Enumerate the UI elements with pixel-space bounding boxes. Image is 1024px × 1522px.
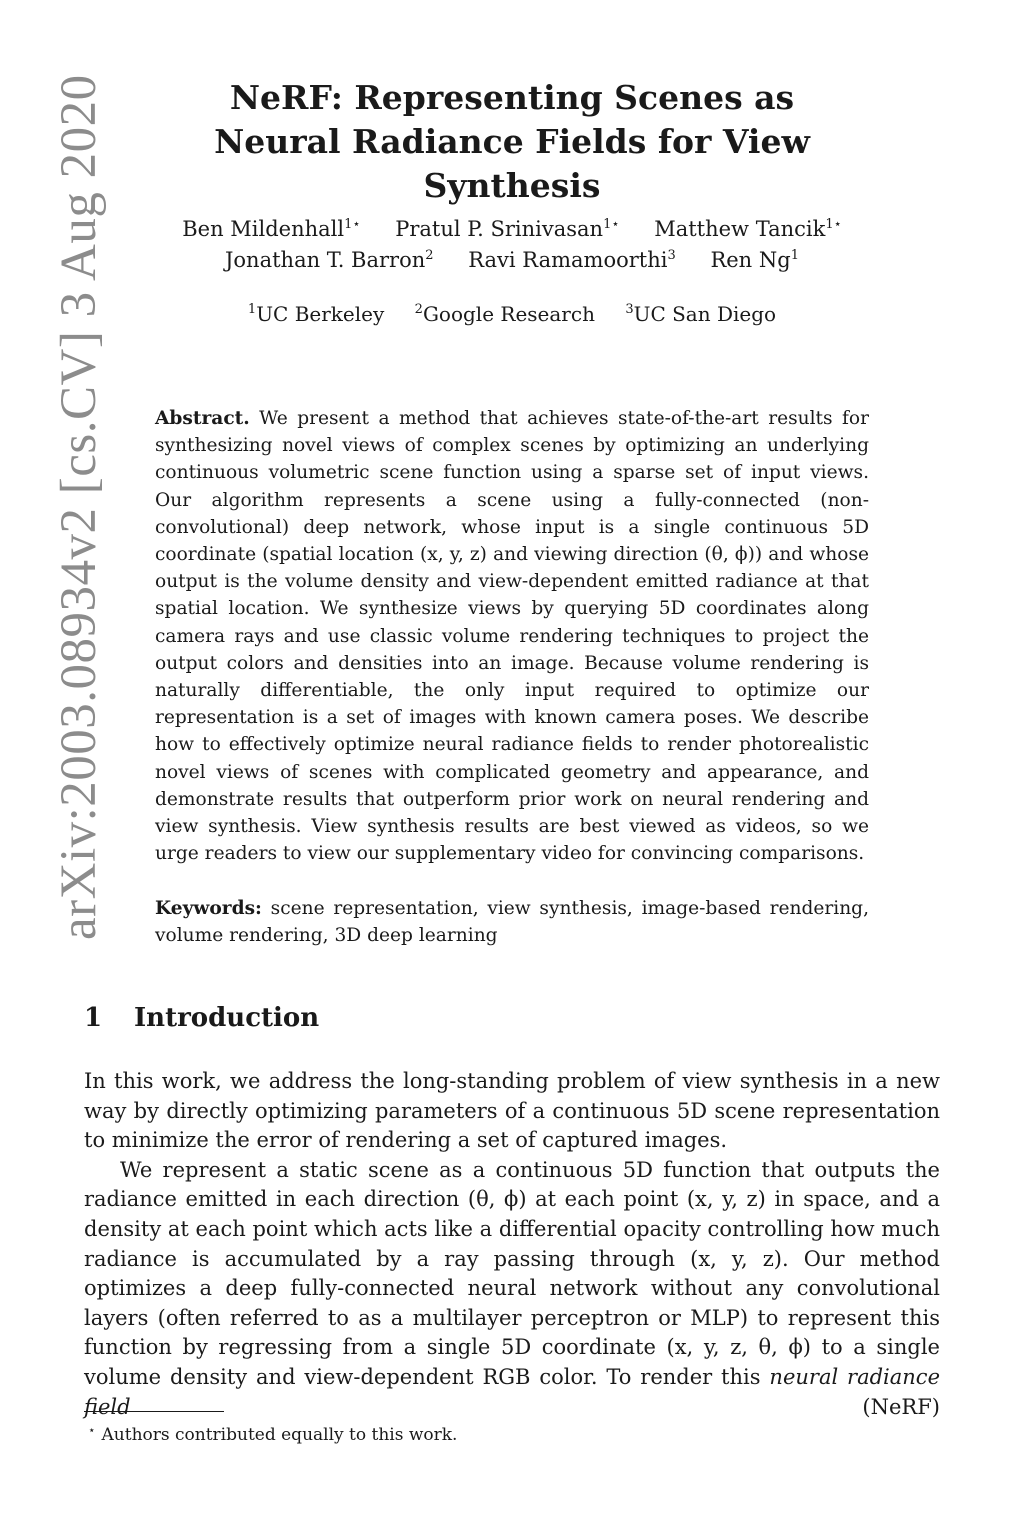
title-line-2: Neural Radiance Fields for View Synthesis <box>214 122 810 205</box>
affiliations <box>120 300 904 328</box>
section-heading <box>84 1000 319 1036</box>
introduction-body <box>84 1067 940 1422</box>
emphasis-term: neural radiance field <box>84 1364 941 1419</box>
affiliation: $^1$UC Berkeley <box>247 302 385 326</box>
author: Jonathan T. Barron$^2$ <box>225 248 434 272</box>
author: Ben Mildenhall$^{1⋆}$ <box>182 217 361 241</box>
section-number: 1 <box>84 1003 103 1033</box>
author-row-2 <box>120 245 904 276</box>
footnote <box>84 1418 457 1447</box>
paper-title <box>120 76 904 208</box>
keywords-text: scene representation, view synthesis, image-based rendering, volume rendering, 3D deep learning <box>155 898 869 947</box>
paragraph: We represent a static scene as a continuous 5D function that outputs the radiance emitted in each direction (θ, ϕ) at each point (x, y, z) in space, and a density at each point which acts like a differential opacity controlling how much radiance is accumulated by a ray passing through (x, y, z). Our method optimizes a deep fully-connected neural network without any convolutional layers (often referred to as a multilayer perceptron or MLP) to represent this function by regressing from a single 5D coordinate (x, y, z, θ, ϕ) to a single volume density and view-dependent RGB color. To render this neural radiance field (NeRF) <box>84 1157 941 1419</box>
section-title: Introduction <box>134 1003 320 1033</box>
paragraph: In this work, we address the long-standing problem of view synthesis in a new way by directly optimizing parameters of a continuous 5D scene representation to minimize the error of rendering a set of captured images. <box>84 1069 940 1153</box>
keywords <box>155 895 869 949</box>
footnote-text: Authors contributed equally to this work. <box>101 1425 458 1445</box>
affiliation: $^3$UC San Diego <box>625 302 777 326</box>
author-row-1 <box>120 214 904 245</box>
abstract-label: Abstract. <box>155 408 250 429</box>
author: Ravi Ramamoorthi$^3$ <box>468 248 676 272</box>
author: Pratul P. Srinivasan$^{1⋆}$ <box>395 217 620 241</box>
arxiv-identifier-stamp: arXiv:2003.08934v2 [cs.CV] 3 Aug 2020 <box>51 74 107 940</box>
keywords-label: Keywords: <box>155 898 262 919</box>
abstract <box>155 405 869 867</box>
author-list <box>120 214 904 276</box>
affiliation: $^2$Google Research <box>414 302 595 326</box>
abstract-text: We present a method that achieves state-of-the-art results for synthesizing novel views of complex scenes by optimizing an underlying continuous volumetric scene function using a sparse set of input views. Our algorithm represents a scene using a fully-connected (non-convolutional) deep network, whose input is a single continuous 5D coordinate (spatial location (x, y, z) and viewing direction (θ, ϕ)) and whose output is the volume density and view-dependent emitted radiance at that spatial location. We synthesize views by querying 5D coordinates along camera rays and use classic volume rendering techniques to project the output colors and densities into an image. Because volume rendering is naturally differentiable, the only input required to optimize our representation is a set of images with known camera poses. We describe how to effectively optimize neural radiance fields to render photorealistic novel views of scenes with complicated geometry and appearance, and demonstrate results that outperform prior work on neural rendering and view synthesis. View synthesis results are best viewed as videos, so we urge readers to view our supplementary video for convincing comparisons. <box>155 408 869 865</box>
footnote-divider <box>84 1411 224 1412</box>
author: Matthew Tancik$^{1⋆}$ <box>654 217 842 241</box>
title-line-1: NeRF: Representing Scenes as <box>229 78 795 117</box>
footnote-mark: ⋆ <box>88 1423 96 1437</box>
author: Ren Ng$^1$ <box>710 248 799 272</box>
